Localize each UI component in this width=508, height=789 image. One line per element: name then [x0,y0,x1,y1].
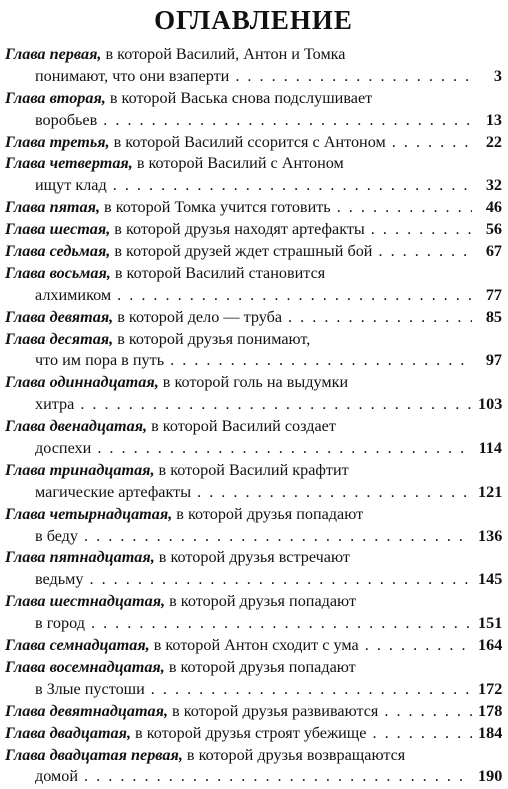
toc-entry-continuation [5,526,502,548]
dot-leader [288,307,472,329]
toc-entry-continuation [5,613,502,635]
chapter-description-continued: в беду [35,526,79,545]
dot-leader [80,394,472,416]
page-number: 172 [478,679,502,698]
toc-entry[interactable] [5,307,502,329]
dot-leader [235,66,472,88]
toc-entry-line [5,307,502,329]
chapter-description-continued: понимают, что они взаперти [35,66,230,85]
toc-entry-line [5,460,502,482]
toc-entry[interactable] [5,88,502,132]
chapter-label: Глава четырнадцатая, [5,504,173,523]
chapter-description: в которой друзья понимают, [117,329,311,348]
chapter-description: в которой дело — труба [117,307,283,326]
dot-leader [103,110,472,132]
toc-entry-continuation [5,110,502,132]
page-number: 3 [493,66,502,85]
toc-entry[interactable] [5,504,502,548]
dot-leader [378,241,472,263]
toc-entry[interactable] [5,657,502,701]
chapter-description: в которой друзья попадают [169,592,357,611]
dot-leader [365,635,472,657]
chapter-label: Глава семнадцатая, [5,636,150,655]
chapter-description-continued: воробьев [35,110,98,129]
toc-entry-line [5,504,502,526]
toc-entry[interactable] [5,241,502,263]
toc-entry[interactable] [5,132,502,154]
toc-entry[interactable] [5,416,502,460]
chapter-label: Глава девятнадцатая, [5,701,169,720]
chapter-label: Глава вторая, [5,88,106,107]
page-number: 77 [485,285,502,304]
chapter-label: Глава четвертая, [5,154,133,173]
chapter-label: Глава первая, [5,45,102,63]
toc-entry-line [5,723,502,745]
page-number: 164 [478,636,502,655]
chapter-label: Глава десятая, [5,329,114,348]
toc-entry-line [5,44,502,66]
chapter-label: Глава пятая, [5,198,100,217]
page-number: 97 [485,351,502,370]
page-number: 136 [478,526,502,545]
chapter-label: Глава двадцатая, [5,723,132,742]
chapter-description: в которой Томка учится готовить [104,198,331,217]
dot-leader [371,219,472,241]
toc-entry-continuation [5,482,502,504]
chapter-description: в которой Васька снова подслушивает [109,88,373,107]
chapter-description-continued: ищут клад [35,176,107,195]
page-number: 145 [478,570,502,589]
toc-entry-line [5,591,502,613]
chapter-description: в которой Василий крафтит [158,460,349,479]
chapter-description: в которой Василий, Антон и Томка [105,45,346,63]
dot-leader [113,175,472,197]
toc-entry-continuation [5,766,502,788]
dot-leader [384,701,472,723]
chapter-description: в которой Антон сходит с ума [153,636,359,655]
chapter-description: в которой Василий становится [114,263,326,282]
dot-leader [392,132,472,154]
chapter-label: Глава пятнадцатая, [5,548,155,567]
page-number: 46 [485,198,502,217]
chapter-description: в которой Василий с Антоном [136,154,344,173]
chapter-description: в которой друзья развиваются [172,701,379,720]
page-number: 32 [485,176,502,195]
chapter-description: в которой друзья находят артефакты [114,220,365,239]
toc-entry-line [5,88,502,110]
chapter-description-continued: что им пора в путь [35,351,165,370]
chapter-label: Глава шестая, [5,220,111,239]
chapter-description-continued: домой [35,767,79,786]
toc-entry-line [5,219,502,241]
toc-entry-continuation [5,438,502,460]
toc-entry[interactable] [5,745,502,789]
chapter-label: Глава третья, [5,132,110,151]
page-number: 190 [478,767,502,786]
dot-leader [197,482,472,504]
toc-entry-line [5,657,502,679]
toc-entry[interactable] [5,547,502,591]
dot-leader [91,613,472,635]
chapter-description-continued: ведьму [35,570,84,589]
toc-entry-line [5,263,502,285]
chapter-description-continued: хитра [35,395,75,414]
toc-list [5,44,502,788]
page-number: 13 [485,110,502,129]
page-number: 22 [485,132,502,151]
toc-entry-continuation [5,66,502,88]
page-number: 67 [485,242,502,261]
toc-entry-line [5,329,502,351]
chapter-description: в которой друзья встречают [158,548,350,567]
toc-entry[interactable] [5,723,502,745]
toc-entry[interactable] [5,635,502,657]
toc-entry-continuation [5,285,502,307]
chapter-description-continued: в Злые пустоши [35,679,145,698]
dot-leader [84,526,472,548]
page-number: 56 [485,220,502,239]
chapter-description: в которой Василий создает [151,417,336,436]
toc-entry[interactable] [5,329,502,373]
chapter-label: Глава восьмая, [5,263,111,282]
chapter-label: Глава двенадцатая, [5,417,148,436]
chapter-label: Глава восемнадцатая, [5,657,165,676]
toc-entry[interactable] [5,263,502,307]
chapter-description: в которой друзей ждет страшный бой [114,242,373,261]
chapter-description: в которой друзья попадают [168,657,356,676]
chapter-label: Глава двадцатая первая, [5,745,183,764]
toc-entry-line [5,372,502,394]
page-number: 184 [478,723,502,742]
toc-entry-line [5,745,502,767]
dot-leader [372,723,472,745]
page-number: 178 [478,701,502,720]
toc-entry-line [5,197,502,219]
dot-leader [117,285,472,307]
toc-entry-continuation [5,175,502,197]
toc-entry-continuation [5,394,502,416]
toc-entry[interactable] [5,153,502,197]
toc-entry-line [5,132,502,154]
chapter-label: Глава шестнадцатая, [5,592,166,611]
toc-entry-line [5,547,502,569]
chapter-label: Глава девятая, [5,307,114,326]
dot-leader [170,350,472,372]
dot-leader [89,569,472,591]
chapter-description-continued: доспехи [35,439,92,458]
page-number: 121 [478,482,502,501]
dot-leader [337,197,472,219]
page-number: 85 [485,307,502,326]
toc-entry[interactable] [5,701,502,723]
toc-entry[interactable] [5,197,502,219]
toc-entry[interactable] [5,219,502,241]
toc-entry[interactable] [5,591,502,635]
page-number: 103 [478,395,502,414]
chapter-description: в которой друзья попадают [176,504,364,523]
chapter-description-continued: алхимиком [35,285,112,304]
toc-entry-line [5,416,502,438]
toc-entry-continuation [5,569,502,591]
chapter-description: в которой друзья возвращаются [186,745,406,764]
page-number: 151 [478,614,502,633]
chapter-label: Глава одиннадцатая, [5,373,159,392]
dot-leader [97,438,472,460]
toc-entry-line [5,241,502,263]
chapter-description: в которой голь на выдумки [162,373,349,392]
toc-entry[interactable] [5,44,502,88]
toc-entry[interactable] [5,460,502,504]
dot-leader [84,766,472,788]
dot-leader [151,679,472,701]
chapter-description: в которой Василий ссорится с Антоном [113,132,386,151]
page-number: 114 [478,439,502,458]
toc-entry-line [5,701,502,723]
chapter-label: Глава седьмая, [5,242,111,261]
chapter-description-continued: магические артефакты [35,482,192,501]
toc-entry-continuation [5,350,502,372]
toc-entry[interactable] [5,372,502,416]
toc-entry-line [5,635,502,657]
toc-entry-continuation [5,679,502,701]
chapter-label: Глава тринадцатая, [5,460,155,479]
chapter-description-continued: в город [35,614,85,633]
page-title: ОГЛАВЛЕНИЕ [154,5,353,35]
chapter-description: в которой друзья строят убежище [135,723,367,742]
toc-entry-line [5,153,502,175]
